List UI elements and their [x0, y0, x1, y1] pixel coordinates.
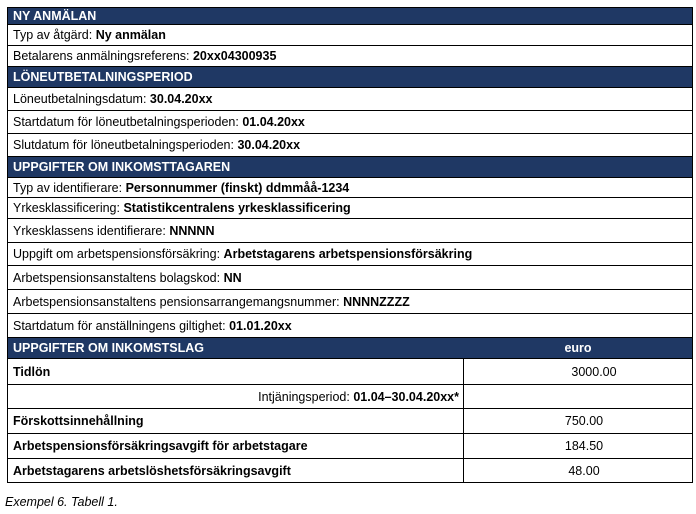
section-header-pay-period — [7, 67, 693, 88]
section-header-new-report — [7, 7, 693, 25]
income-name-cell — [8, 409, 464, 433]
field-value: Statistikcentralens yrkesklassificering — [123, 201, 351, 215]
field-label: Löneutbetalningsdatum: — [13, 92, 147, 106]
table-caption: Exempel 6. Tabell 1. — [5, 495, 118, 509]
field-label: Uppgift om arbetspensionsförsäkring: — [13, 247, 221, 261]
field-label: Arbetspensionsanstaltens pensionsarrangemangsnummer: — [13, 294, 340, 309]
income-name-cell — [8, 434, 464, 458]
field-value: 01.01.20xx — [229, 318, 292, 333]
field-row-period-start — [7, 111, 693, 134]
income-amount: 3000.00 — [571, 364, 617, 379]
field-row-employment-start — [7, 314, 693, 338]
field-row-arrangement-number — [7, 290, 693, 314]
field-value: 30.04.20xx — [149, 92, 213, 106]
income-name: Förskottsinnehållning — [13, 414, 144, 428]
income-amount-cell — [464, 434, 692, 458]
income-name-cell — [8, 359, 464, 384]
field-row-period-end — [7, 134, 693, 157]
field-label: Yrkesklassificering: — [13, 201, 120, 215]
currency-label: euro — [564, 341, 592, 355]
field-row-identifier-type — [7, 178, 693, 198]
field-row-action-type — [7, 25, 693, 46]
income-row-hourly-wage — [7, 359, 693, 385]
earning-period-label: Intjäningsperiod: — [258, 389, 350, 404]
income-name: Arbetspensionsförsäkringsavgift för arbetstagare — [13, 439, 308, 453]
field-label: Betalarens anmälningsreferens: — [13, 49, 190, 63]
field-label: Slutdatum för löneutbetalningsperioden: — [13, 138, 234, 152]
field-value: NN — [223, 270, 242, 285]
field-label: Typ av identifierare: — [13, 180, 123, 195]
income-name: Arbetstagarens arbetslöshetsförsäkringsavgift — [13, 463, 291, 478]
field-value: NNNNN — [169, 223, 215, 238]
earning-period-cell — [8, 385, 464, 408]
section-title: LÖNEUTBETALNINGSPERIOD — [13, 70, 193, 84]
field-row-pay-date — [7, 88, 693, 111]
field-row-occupation-identifier — [7, 219, 693, 243]
earning-period-value: 01.04–30.04.20xx* — [353, 389, 459, 404]
field-value: Arbetstagarens arbetspensionsförsäkring — [223, 247, 473, 261]
income-row-earning-period — [7, 385, 693, 409]
section-title: NY ANMÄLAN — [13, 9, 97, 23]
income-amount-cell — [464, 409, 692, 433]
income-amount: 48.00 — [568, 463, 600, 478]
field-row-occupation-classification — [7, 198, 693, 219]
income-amount-cell-empty — [464, 385, 692, 408]
field-value: Ny anmälan — [95, 28, 166, 42]
section-title: UPPGIFTER OM INKOMSTTAGAREN — [13, 160, 231, 174]
field-value: 01.04.20xx — [242, 115, 305, 129]
field-label: Startdatum för anställningens giltighet: — [13, 318, 226, 333]
income-amount: 184.50 — [564, 439, 604, 453]
field-label: Startdatum för löneutbetalningsperioden: — [13, 115, 239, 129]
field-label: Arbetspensionsanstaltens bolagskod: — [13, 270, 221, 285]
field-value: Personnummer (finskt) ddmmåå-1234 — [125, 180, 350, 195]
field-label: Yrkesklassens identifierare: — [13, 223, 166, 238]
income-row-pension-contribution — [7, 434, 693, 459]
income-amount: 750.00 — [564, 414, 604, 428]
income-row-withholding — [7, 409, 693, 434]
income-name: Tidlön — [13, 364, 51, 379]
field-label: Typ av åtgärd: — [13, 28, 93, 42]
section-header-recipient — [7, 157, 693, 178]
currency-header-cell — [464, 338, 692, 358]
section-title: UPPGIFTER OM INKOMSTSLAG — [13, 341, 204, 355]
field-value: 30.04.20xx — [237, 138, 301, 152]
income-amount-cell — [464, 359, 692, 384]
field-value: 20xx04300935 — [192, 49, 277, 63]
section-header-income-types — [7, 338, 693, 359]
income-name-cell — [8, 459, 464, 482]
field-row-company-code — [7, 266, 693, 290]
income-row-unemployment-contribution — [7, 459, 693, 483]
field-row-pension-insurance — [7, 243, 693, 266]
field-row-payer-reference — [7, 46, 693, 67]
report-table — [7, 7, 693, 483]
field-value: NNNNZZZZ — [343, 294, 410, 309]
income-header-left — [8, 338, 464, 358]
income-amount-cell — [464, 459, 692, 482]
